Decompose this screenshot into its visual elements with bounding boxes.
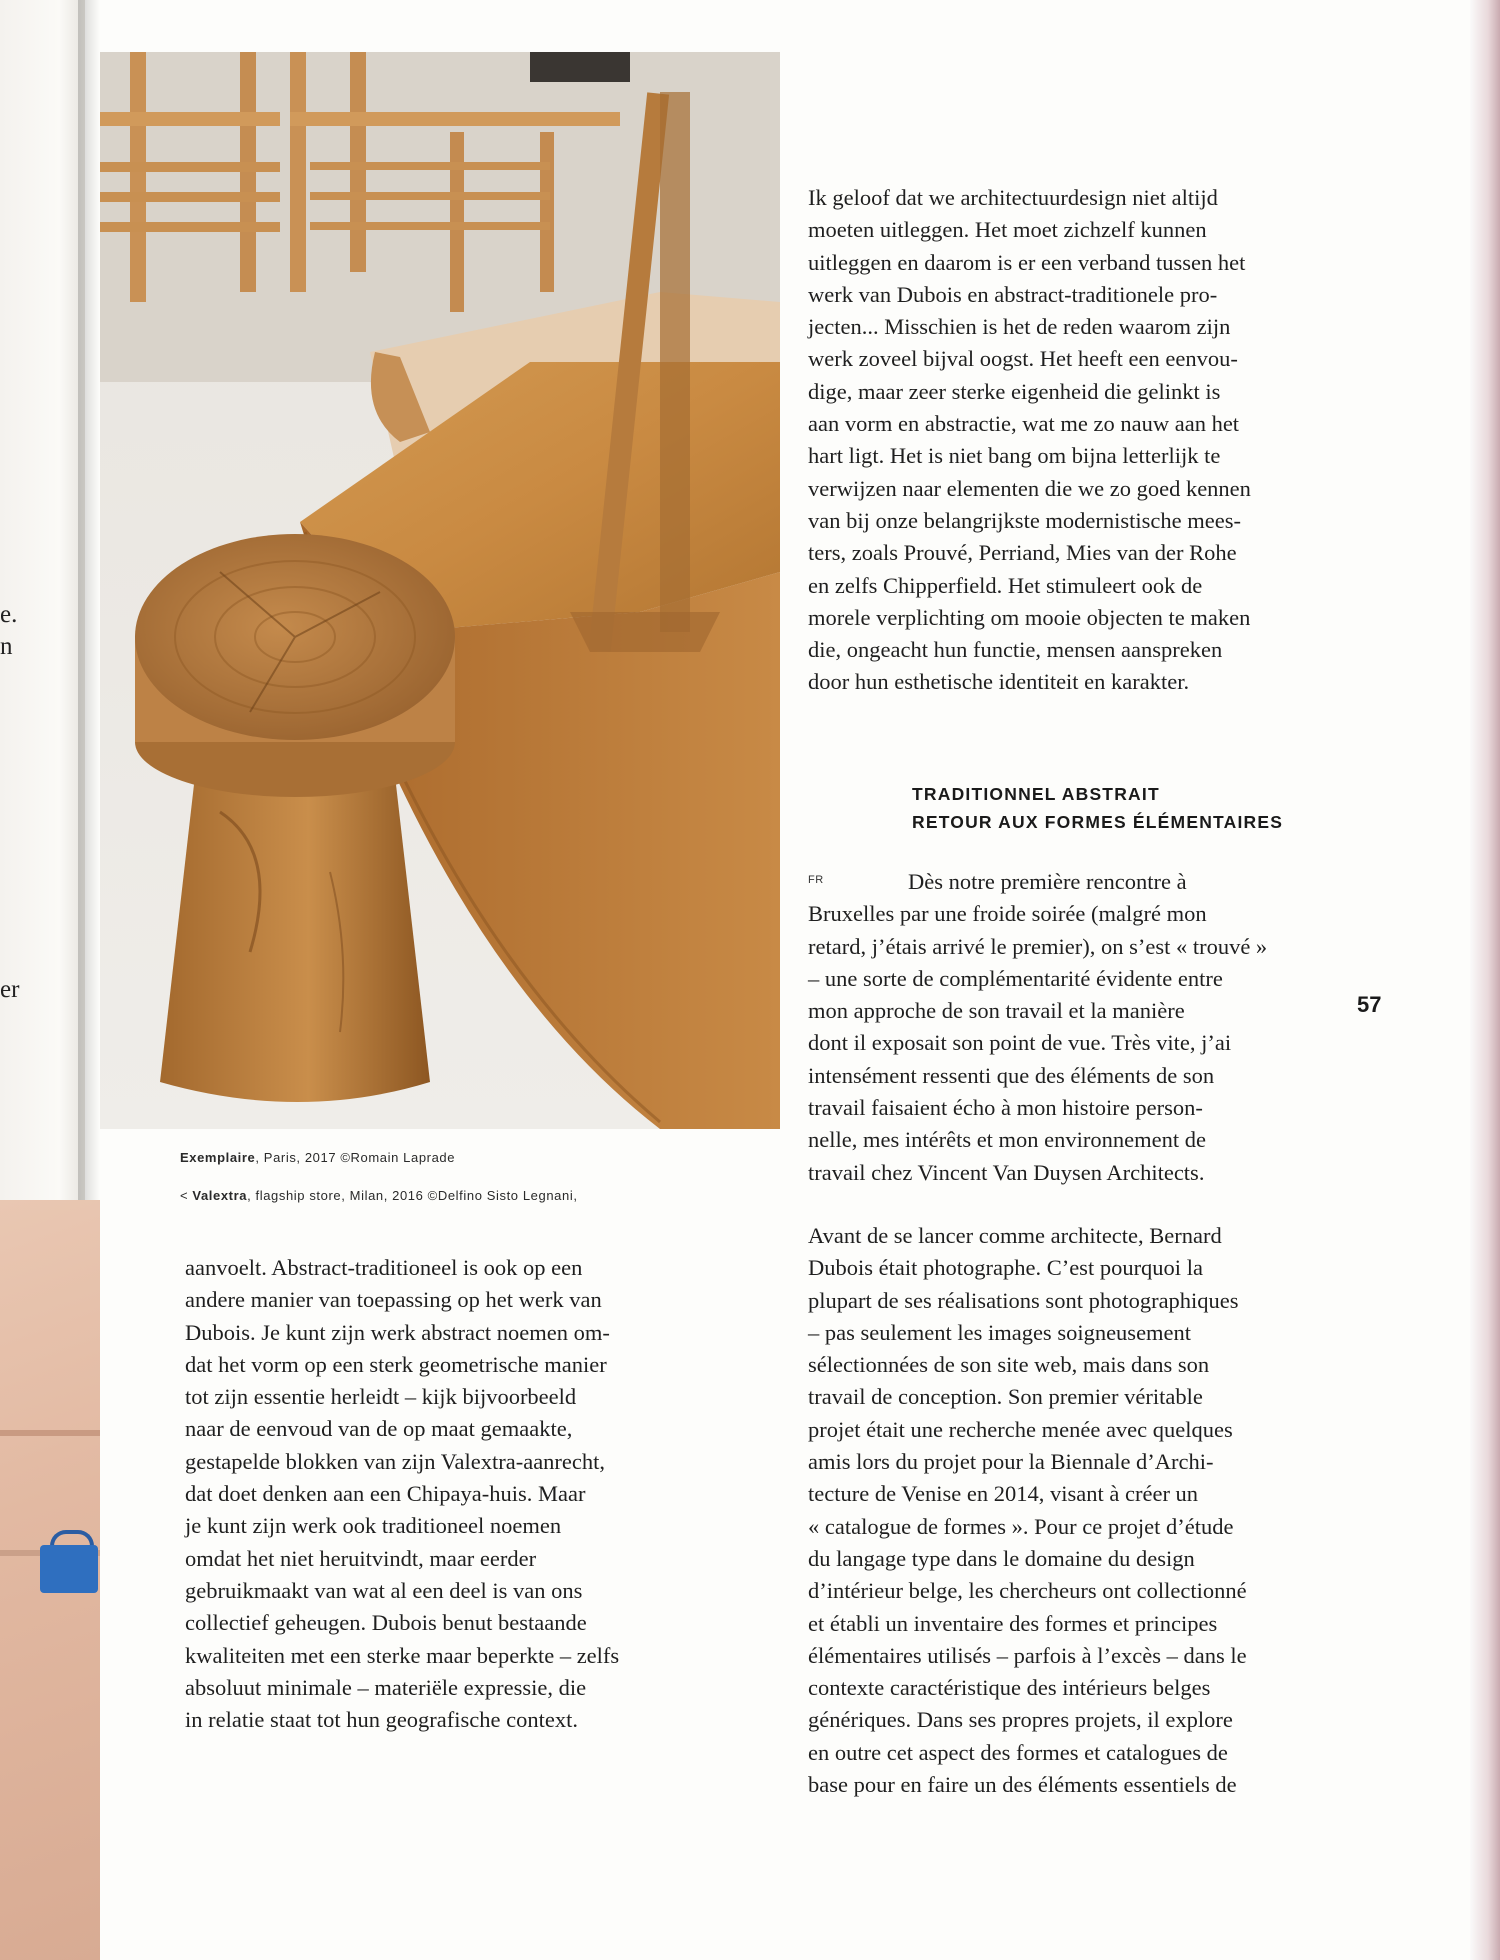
section-heading: [912, 780, 1283, 836]
text-line: gebruikmaakt van wat al een deel is van ons: [185, 1577, 583, 1603]
heading-line-1: TRADITIONNEL ABSTRAIT: [912, 784, 1160, 804]
text-line: uitleggen en daarom is er een verband tussen het: [808, 249, 1246, 275]
text-line: travail faisaient écho à mon histoire person-: [808, 1095, 1203, 1121]
text-line: moeten uitleggen. Het moet zichzelf kunnen: [808, 217, 1207, 243]
text-line: travail chez Vincent Van Duysen Architects.: [808, 1159, 1205, 1185]
text-line: werk zoveel bijval oogst. Het heeft een eenvou-: [808, 346, 1238, 372]
french-paragraph-1: [808, 866, 1267, 1189]
text-line: hart ligt. Het is niet bang om bijna letterlijk te: [808, 443, 1221, 469]
text-line: collectief geheugen. Dubois benut bestaande: [185, 1610, 587, 1636]
text-line: et établi un inventaire des formes et principes: [808, 1610, 1218, 1636]
text-line: travail de conception. Son premier véritable: [808, 1384, 1203, 1410]
text-line: van bij onze belangrijkste modernistische mees-: [808, 507, 1241, 533]
caption-project-name: Valextra: [192, 1188, 248, 1203]
text-line: aanvoelt. Abstract-traditioneel is ook op een: [185, 1255, 583, 1280]
text-line: plupart de ses réalisations sont photographiques: [808, 1287, 1239, 1313]
text-line: gestapelde blokken van zijn Valextra-aanrecht,: [185, 1448, 606, 1474]
text-line: tot zijn essentie herleidt – kijk bijvoorbeeld: [185, 1384, 577, 1410]
text-line: Avant de se lancer comme architecte, Bernard: [808, 1223, 1222, 1248]
dutch-text-bottom: [185, 1252, 619, 1736]
caption-project-name: Exemplaire: [180, 1150, 256, 1165]
text-line: élémentaires utilisés – parfois à l’excès – dans le: [808, 1642, 1247, 1668]
page-number: 57: [1357, 992, 1382, 1017]
text-line: absoluut minimale – materiële expressie, die: [185, 1674, 587, 1700]
text-line: kwaliteiten met een sterke maar beperkte – zelfs: [185, 1642, 620, 1668]
photo-caption: [180, 1188, 578, 1203]
text-line: dat het vorm op een sterk geometrische manier: [185, 1351, 607, 1377]
blue-bag: [40, 1545, 98, 1593]
text-line: projet était une recherche menée avec quelques: [808, 1416, 1233, 1442]
previous-page-photo: [0, 1200, 100, 1960]
text-line: Dubois. Je kunt zijn werk abstract noemen om-: [185, 1319, 610, 1345]
text-line: in relatie staat tot hun geografische context.: [185, 1707, 578, 1733]
text-line: retard, j’étais arrivé le premier), on s’est « trouvé »: [808, 933, 1268, 959]
text-line: « catalogue de formes ». Pour ce projet d’étude: [808, 1513, 1234, 1539]
text-line: d’intérieur belge, les chercheurs ont collectionné: [808, 1578, 1247, 1604]
next-page-edge: [1470, 0, 1500, 1960]
main-photo: [100, 52, 780, 1129]
text-line: aan vorm en abstractie, wat me zo nauw aan het: [808, 411, 1240, 437]
caption-details: , flagship store, Milan, 2016 ©Delfino Sisto Legnani,: [247, 1188, 578, 1203]
text-line: mon approche de son travail et la manière: [808, 998, 1185, 1024]
text-line: Ik geloof dat we architectuurdesign niet altijd: [808, 185, 1218, 210]
text-line: verwijzen naar elementen die we zo goed kennen: [808, 475, 1251, 501]
french-paragraph-2: [808, 1220, 1247, 1801]
text-line: Dubois était photographe. C’est pourquoi la: [808, 1255, 1203, 1281]
text-line: naar de eenvoud van de op maat gemaakte,: [185, 1416, 573, 1442]
text-line: – une sorte de complémentarité évidente entre: [808, 965, 1223, 991]
heading-line-2: RETOUR AUX FORMES ÉLÉMENTAIRES: [912, 812, 1284, 832]
text-line: ters, zoals Prouvé, Perriand, Mies van der Rohe: [808, 540, 1237, 566]
text-line: dat doet denken aan een Chipaya-huis. Maar: [185, 1481, 586, 1507]
text-line: intensément ressenti que des éléments de son: [808, 1062, 1215, 1088]
text-line: je kunt zijn werk ook traditioneel noemen: [185, 1513, 562, 1539]
previous-page-text-fragment: n: [0, 633, 13, 660]
previous-page-text-fragment: er: [0, 976, 20, 1003]
text-line: en outre cet aspect des formes et catalogues de: [808, 1739, 1228, 1765]
previous-page-text-fragment: e.: [0, 601, 18, 628]
shelf-line: [0, 1430, 100, 1436]
text-line: omdat het niet heruitvindt, maar eerder: [185, 1545, 537, 1571]
text-line: tecture de Venise en 2014, visant à créer un: [808, 1481, 1199, 1507]
text-line: morele verplichting om mooie objecten te maken: [808, 604, 1251, 630]
text-line: jecten... Misschien is het de reden waarom zijn: [808, 314, 1231, 340]
text-line: contexte caractéristique des intérieurs belges: [808, 1675, 1211, 1701]
text-line: Bruxelles par une froide soirée (malgré mon: [808, 901, 1207, 927]
text-line: door hun esthetische identiteit en karakter.: [808, 669, 1190, 695]
text-line: die, ongeacht hun functie, mensen aanspreken: [808, 637, 1223, 663]
language-tag: FR: [808, 874, 824, 886]
caption-arrow: <: [180, 1188, 193, 1203]
text-line: nelle, mes intérêts et mon environnement de: [808, 1127, 1207, 1153]
text-line: Dès notre première rencontre à: [908, 869, 1187, 894]
text-line: du langage type dans le domaine du design: [808, 1545, 1195, 1571]
text-line: génériques. Dans ses propres projets, il explore: [808, 1707, 1233, 1733]
dutch-text-top: [808, 182, 1251, 699]
text-line: dige, maar zeer sterke eigenheid die gelinkt is: [808, 378, 1221, 404]
text-line: base pour en faire un des éléments essentiels de: [808, 1772, 1237, 1798]
text-line: dont il exposait son point de vue. Très vite, j’ai: [808, 1030, 1232, 1056]
caption-details: , Paris, 2017 ©Romain Laprade: [255, 1150, 456, 1165]
wooden-furniture-illustration: [100, 52, 780, 1129]
text-line: amis lors du projet pour la Biennale d’Archi-: [808, 1449, 1214, 1475]
text-line: andere manier van toepassing op het werk van: [185, 1287, 602, 1313]
photo-caption: [180, 1150, 455, 1165]
text-line: en zelfs Chipperfield. Het stimuleert ook de: [808, 572, 1203, 598]
text-line: sélectionnées de son site web, mais dans son: [808, 1352, 1210, 1378]
text-line: werk van Dubois en abstract-traditionele pro-: [808, 281, 1218, 307]
text-line: – pas seulement les images soigneusement: [808, 1319, 1192, 1345]
